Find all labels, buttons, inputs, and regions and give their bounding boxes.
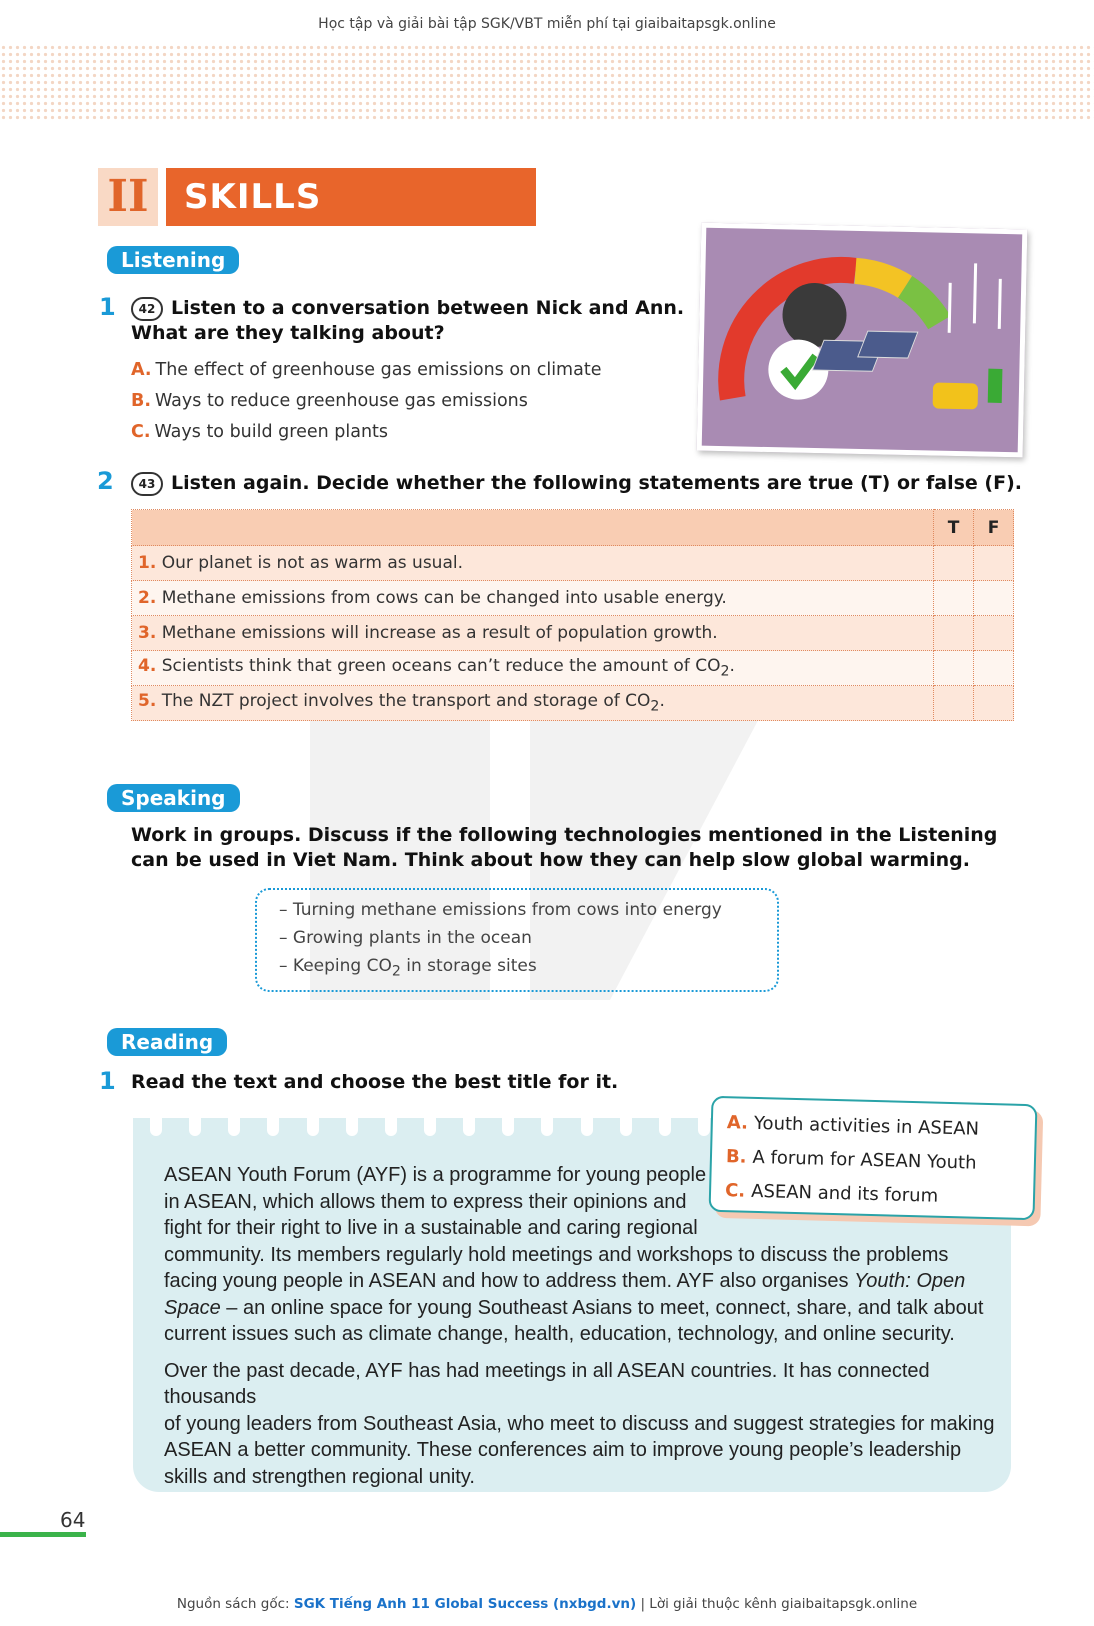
table-row [132,546,1014,581]
choice-a[interactable]: A. Youth activities in ASEAN [726,1112,980,1140]
exercise-question: What are they talking about? [131,322,445,344]
instruction-line: Listen to a conversation between Nick and Ann. [171,297,685,319]
page-number: 64 [60,1508,86,1532]
false-checkbox[interactable] [974,581,1014,616]
listening-label: Listening [107,246,239,274]
exercise-instruction: Listen again. Decide whether the following statements are true (T) or false (F). [171,472,1022,494]
speaking-label: Speaking [107,784,240,812]
notebook-rings [150,1108,710,1138]
speaking-instruction-2: can be used in Viet Nam. Think about how they can help slow global warming. [131,849,970,871]
true-checkbox[interactable] [934,616,974,651]
paragraph-1: ASEAN Youth Forum (AYF) is a programme for young people in ASEAN, which allows them to express their opinions and fight for their right to live in a sustainable and caring regional community. Its members regularly hold meetings and workshops to discuss the problems facing young people in ASEAN and how to address them. AYF also organises Youth: Open Space – an online space for young Southeast Asians to meet, connect, share, and talk about current issues such as climate change, health, education, technology, and online security. [164,1164,984,1345]
title-choices-box [709,1096,1038,1220]
header-f: F [974,510,1014,546]
false-checkbox[interactable] [974,546,1014,581]
table-row [132,651,1014,686]
reading-label: Reading [107,1028,227,1056]
exercise-instruction [171,296,691,321]
header-t: T [934,510,974,546]
option-c[interactable]: C. Ways to build green plants [131,422,389,442]
options-list [131,355,671,448]
technologies-box [255,888,779,992]
audio-track-icon[interactable] [131,297,163,321]
true-checkbox[interactable] [934,581,974,616]
reading-instruction: Read the text and choose the best title for it. [131,1071,619,1093]
true-false-table [131,509,1014,721]
section-number: II [98,168,158,226]
statement-cell: 4. Scientists think that green oceans can’t reduce the amount of $CO_2$. [132,651,934,686]
statement-cell: 1. Our planet is not as warm as usual. [132,546,934,581]
false-checkbox[interactable] [974,651,1014,686]
choice-b[interactable]: B. A forum for ASEAN Youth [725,1146,977,1174]
true-checkbox[interactable] [934,686,974,721]
false-checkbox[interactable] [974,616,1014,651]
choice-c[interactable]: C. ASEAN and its forum [724,1180,939,1207]
statement-cell: 5. The NZT project involves the transport and storage of $CO_2$. [132,686,934,721]
table-row [132,686,1014,721]
paragraph-2: Over the past decade, AYF has had meetings in all ASEAN countries. It has connected thousands of young leaders from Southeast Asia, who meet to discuss and suggest strategies for making ASEAN a better community. These conferences aim to improve young people’s leadership skills and strengthen regional unity. [164,1359,995,1488]
exercise-number: 2 [97,467,114,495]
table-row [132,616,1014,651]
track-number: 42 [138,302,156,316]
co2-gauge-illustration [697,223,1028,458]
statement-cell: 3. Methane emissions will increase as a result of population growth. [132,616,934,651]
table-header-row [132,510,1014,546]
source-link[interactable]: SGK Tiếng Anh 11 Global Success (nxbgd.vn) [293,1596,637,1612]
track-number: 43 [138,477,156,491]
statement-cell: 2. Methane emissions from cows can be changed into usable energy. [132,581,934,616]
audio-track-icon[interactable] [131,472,163,496]
true-checkbox[interactable] [934,651,974,686]
option-b[interactable]: B. Ways to reduce greenhouse gas emissions [131,391,528,411]
tech-item: – Keeping $CO_2$ in storage sites [279,956,537,980]
footer-note: Nguồn sách gốc: SGK Tiếng Anh 11 Global Success (nxbgd.vn) | Lời giải thuộc kênh giaibaitapsgk.online [176,1596,918,1612]
exercise-number: 1 [99,1067,116,1095]
true-checkbox[interactable] [934,546,974,581]
page-number-underline [0,1532,86,1537]
option-a[interactable]: A. The effect of greenhouse gas emissions on climate [131,360,602,380]
tech-item: – Growing plants in the ocean [279,928,532,948]
table-row [132,581,1014,616]
header-blank [132,510,934,546]
section-title: SKILLS [166,168,536,226]
header-note: Học tập và giải bài tập SGK/VBT miễn phí tại giaibaitapsgk.online [318,16,776,32]
dotted-banner [0,44,1094,122]
exercise-number: 1 [99,293,116,321]
tech-item: – Turning methane emissions from cows into energy [279,900,722,920]
speaking-instruction-1: Work in groups. Discuss if the following technologies mentioned in the Listening [131,824,998,846]
false-checkbox[interactable] [974,686,1014,721]
illustration-svg [702,228,1022,453]
